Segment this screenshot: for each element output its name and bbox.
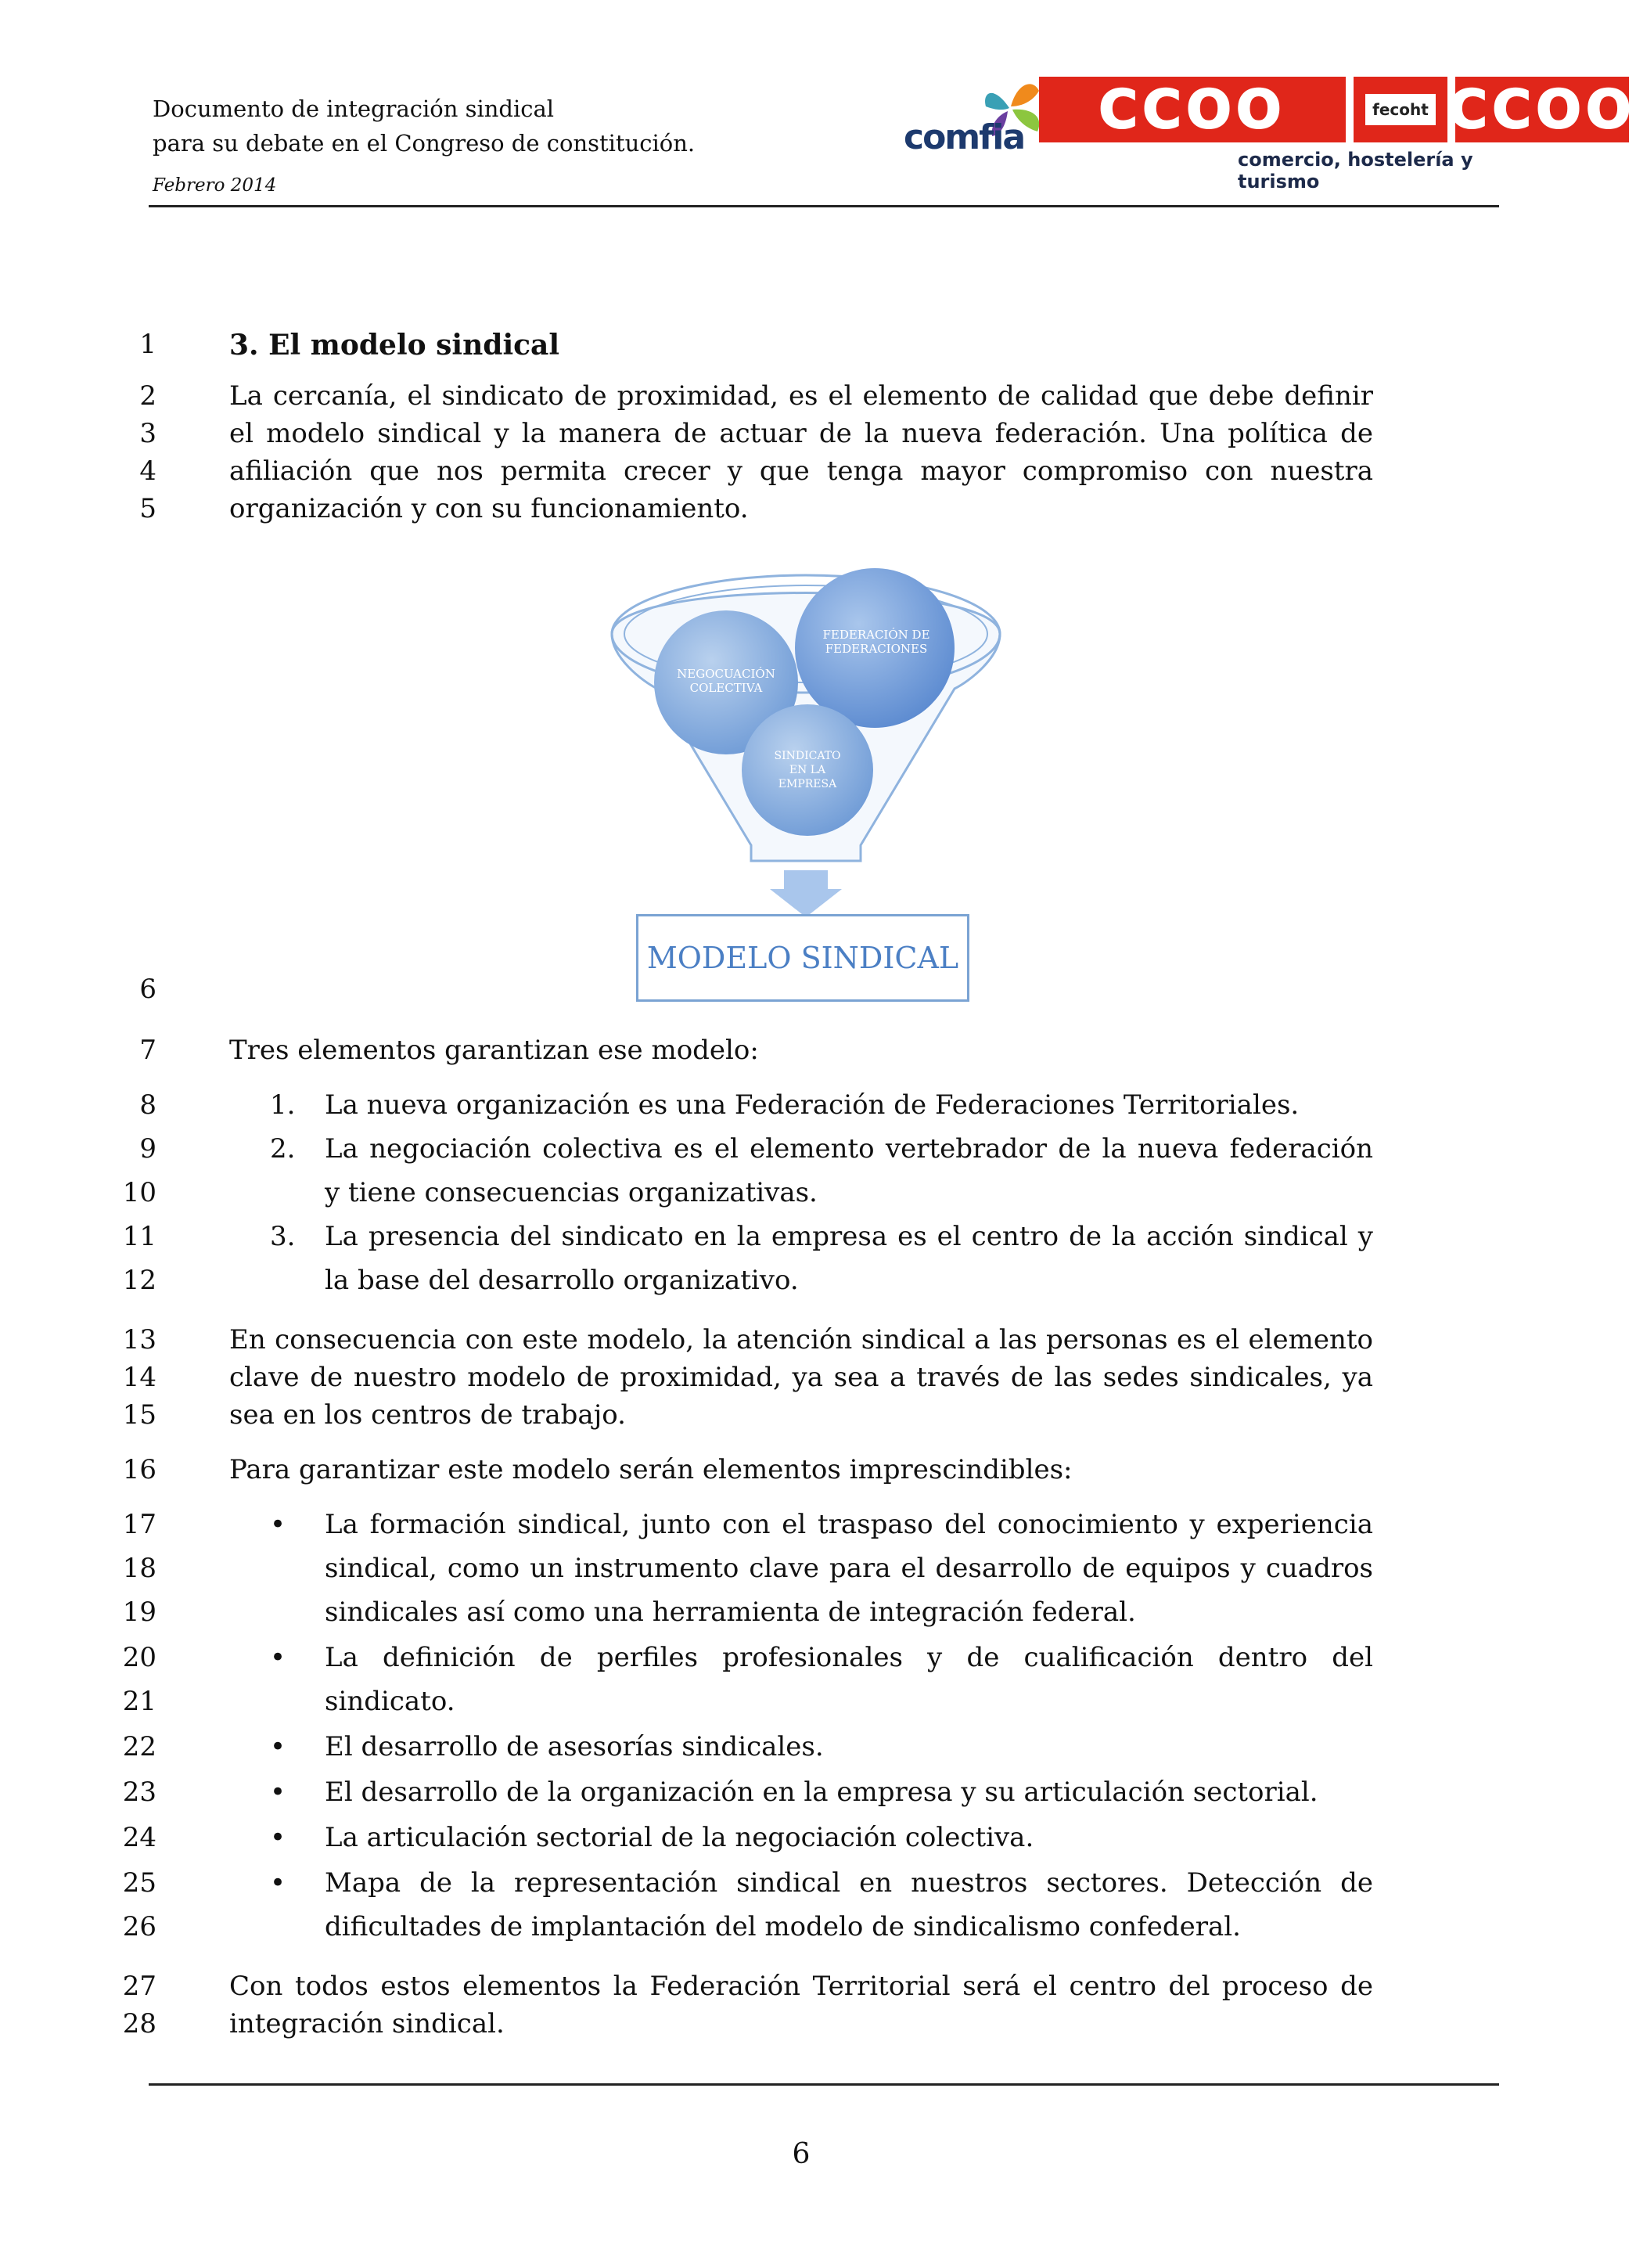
line-number: 24 [122,1822,156,1853]
bullet-marker: • [270,1867,286,1899]
line-number: 28 [122,2008,156,2039]
circle-label: COLECTIVA [689,681,763,695]
bullet-item-line: La definición de perfiles profesionales y de cualificación dentro del [325,1642,1373,1673]
bullet-marker: • [270,1642,286,1673]
header-date: Febrero 2014 [153,175,277,196]
fecoht-tagline: comercio, hostelería y turismo [1238,149,1473,193]
down-arrow-icon [770,870,842,917]
list-item-line: La presencia del sindicato en la empresa es el centro de la acción sindical y [325,1221,1373,1252]
line-number: 10 [122,1177,156,1208]
bullet-item-line: La formación sindical, junto con el traspaso del conocimiento y experiencia [325,1509,1373,1540]
bullet-item-line: El desarrollo de la organización en la empresa y su articulación sectorial. [325,1777,1318,1808]
line-number: 2 [139,380,156,412]
line-number: 12 [122,1265,156,1296]
paragraph-line: integración sindical. [229,2008,505,2039]
line-number: 22 [122,1731,156,1762]
fecoht-logo-text: fecoht [1365,94,1436,125]
bullet-marker: • [270,1509,286,1540]
line-number: 19 [122,1597,156,1628]
line-number: 20 [122,1642,156,1673]
circle-label: FEDERACIÓN DE [822,628,930,642]
line-number: 23 [122,1777,156,1808]
paragraph-line: En consecuencia con este modelo, la atención sindical a las personas es el elemento [229,1324,1373,1355]
list-item-line: La nueva organización es una Federación de Federaciones Territoriales. [325,1089,1300,1121]
line-number: 11 [122,1221,156,1252]
line-number: 26 [122,1911,156,1942]
bullet-item-line: dificultades de implantación del modelo de sindicalismo confederal. [325,1911,1241,1942]
line-number: 5 [139,493,156,524]
bullet-item-line: sindical, como un instrumento clave para el desarrollo de equipos y cuadros [325,1553,1373,1584]
bullet-item-line: El desarrollo de asesorías sindicales. [325,1731,824,1762]
bullet-item-line: La articulación sectorial de la negociación colectiva. [325,1822,1034,1853]
line-number: 1 [139,329,156,360]
paragraph-line: clave de nuestro modelo de proximidad, ya sea a través de las sedes sindicales, ya [229,1362,1373,1393]
circle-label: FEDERACIONES [825,642,928,656]
line-number: 18 [122,1553,156,1584]
circle-label: NEGOCUACIÓN [677,667,775,681]
line-number: 7 [139,1035,156,1066]
line-number: 8 [139,1089,156,1121]
line-number: 3 [139,418,156,449]
ccoo-logo [1039,77,1346,142]
list-marker: 3. [270,1221,296,1252]
line-number: 27 [122,1971,156,2002]
section-title: 3. El modelo sindical [229,329,560,362]
comfia-logo-text: comfia [904,117,1025,157]
line-number: 4 [139,455,156,487]
circle-label: EN LA [789,764,826,776]
circle-label: SINDICATO [774,750,841,762]
paragraph-line: el modelo sindical y la manera de actuar de la nueva federación. Una política de [229,418,1373,449]
line-number: 17 [122,1509,156,1540]
paragraph-line: Con todos estos elementos la Federación Territorial será el centro del proceso de [229,1971,1373,2002]
line-number: 21 [122,1686,156,1717]
list-marker: 2. [270,1133,296,1165]
header-rule [149,205,1499,207]
bullet-marker: • [270,1822,286,1853]
result-box [636,914,969,1002]
line-number: 13 [122,1324,156,1355]
paragraph-line: Para garantizar este modelo serán elementos imprescindibles: [229,1454,1073,1485]
line-number: 6 [139,974,156,1005]
bullet-item-line: sindicato. [325,1686,455,1717]
paragraph-line: La cercanía, el sindicato de proximidad, es el elemento de calidad que debe definir [229,380,1373,412]
line-number: 9 [139,1133,156,1165]
paragraph-line: Tres elementos garantizan ese modelo: [229,1035,759,1066]
paragraph-line: sea en los centros de trabajo. [229,1399,626,1431]
bullet-item-line: Mapa de la representación sindical en nuestros sectores. Detección de [325,1867,1373,1899]
line-number: 16 [122,1454,156,1485]
paragraph-line: organización y con su funcionamiento. [229,493,749,524]
paragraph-line: afiliación que nos permita crecer y que tenga mayor compromiso con nuestra [229,455,1373,487]
result-label: MODELO SINDICAL [646,941,959,975]
line-number: 15 [122,1399,156,1431]
header-logos [900,70,1636,193]
bullet-marker: • [270,1777,286,1808]
circle-label: EMPRESA [778,778,837,790]
footer-rule [149,2083,1499,2086]
list-item-line: y tiene consecuencias organizativas. [325,1177,818,1208]
bullet-marker: • [270,1731,286,1762]
header-title-line2: para su debate en el Congreso de constitución. [153,130,696,157]
list-item-line: la base del desarrollo organizativo. [325,1265,799,1296]
bullet-item-line: sindicales así como una herramienta de integración federal. [325,1597,1136,1628]
line-number: 25 [122,1867,156,1899]
line-number: 14 [122,1362,156,1393]
ccoo-logo-secondary-text: CCOO [1448,78,1636,141]
list-item-line: La negociación colectiva es el elemento vertebrador de la nueva federación [325,1133,1373,1165]
fecoht-logo [1354,77,1447,142]
ccoo-logo-text: CCOO [1098,78,1286,141]
list-marker: 1. [270,1089,296,1121]
ccoo-logo-secondary [1448,77,1636,142]
header-title-line1: Documento de integración sindical [153,95,555,122]
page-number: 6 [792,2138,811,2170]
